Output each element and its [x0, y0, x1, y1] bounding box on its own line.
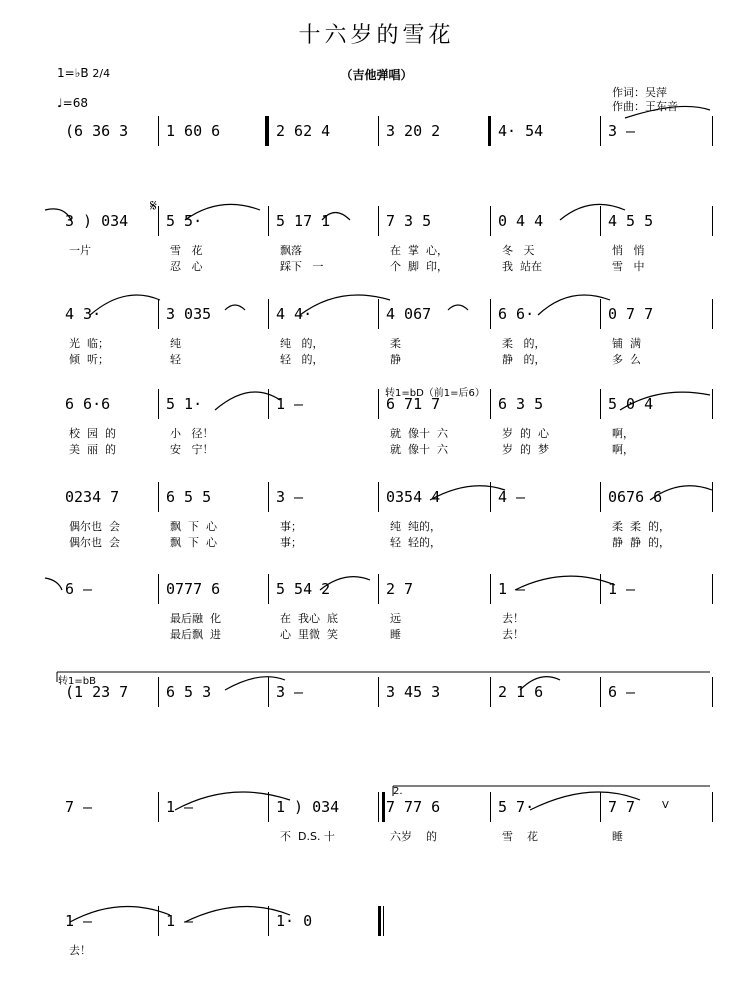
measure-notes: 1 –: [276, 395, 304, 413]
lyric-verse-2: 忍 心: [170, 260, 203, 273]
segno-icon: 𝄋: [150, 196, 157, 215]
bar-line: [712, 206, 713, 236]
lyric-verse-1: 雪 花: [170, 244, 203, 257]
double-bar-line: [378, 906, 381, 936]
lyric-verse-2: 多 么: [612, 353, 641, 366]
bar-line: [378, 792, 379, 822]
subtitle: （吉他弹唱）: [340, 68, 413, 82]
measure-notes: 5 17 1: [276, 212, 331, 230]
bar-line: [712, 299, 713, 329]
measure-notes: 4· 54: [498, 122, 544, 140]
measure-notes: 0 4 4: [498, 212, 544, 230]
bar-line: [268, 574, 269, 604]
lyric-verse-1: 柔 柔 的，: [612, 520, 670, 533]
bar-line: [268, 906, 269, 936]
measure-notes: 4 –: [498, 488, 526, 506]
measure-notes: 1 –: [498, 580, 526, 598]
bar-line: [600, 116, 601, 146]
lyric-verse-1: 六岁 的: [390, 830, 437, 843]
measure-notes: 1· 0: [276, 912, 313, 930]
measure-notes: 2 1 6: [498, 683, 544, 701]
measure-notes: 7 3 5: [386, 212, 432, 230]
lyric-verse-1: 在 我心 底: [280, 612, 338, 625]
lyric-verse-1: 铺 满: [612, 337, 641, 350]
double-bar-line: [382, 792, 385, 822]
lyric-verse-1: 在 掌 心，: [390, 244, 448, 257]
measure-notes: 6 6·: [498, 305, 535, 323]
lyric-verse-1: 光 临；: [69, 337, 109, 350]
bar-line: [490, 299, 491, 329]
measure-notes: 2 62 4: [276, 122, 331, 140]
lyric-verse-2: 我 站在: [502, 260, 542, 273]
measure-notes: 3 ) 034: [65, 212, 129, 230]
measure-notes: 6 5 3: [166, 683, 212, 701]
lyric-verse-1: 就 像十 六: [390, 427, 448, 440]
bar-line: [378, 206, 379, 236]
measure-notes: 0354 4: [386, 488, 441, 506]
measure-notes: 5 7·: [498, 798, 535, 816]
ending-2-mark: 2.: [393, 786, 403, 797]
bar-line: [712, 116, 713, 146]
bar-line: [158, 482, 159, 512]
measure-notes: 7 –: [65, 798, 93, 816]
lyric-verse-2: 事；: [280, 536, 302, 549]
measure-notes: 6 71 7: [386, 395, 441, 413]
bar-line: [600, 792, 601, 822]
bar-line: [490, 389, 491, 419]
bar-line: [383, 906, 384, 936]
key: 1=♭B: [57, 66, 89, 80]
modulation-mark: 转1=bD（前1=后6）: [385, 388, 485, 399]
lyric-verse-2: 轻: [170, 353, 181, 366]
measure-notes: 0777 6: [166, 580, 221, 598]
lyric-verse-1: 悄 悄: [612, 244, 645, 257]
lyric-verse-1: 冬 天: [502, 244, 535, 257]
bar-line: [158, 206, 159, 236]
lyric-verse-1: 啊，: [612, 427, 634, 440]
bar-line: [490, 574, 491, 604]
lyric-verse-2: 静: [390, 353, 401, 366]
measure-notes: 4 4·: [276, 305, 313, 323]
lyric-verse-1: 纯: [170, 337, 181, 350]
measure-notes: 5 54 2: [276, 580, 331, 598]
return-key-mark: 转1=bB: [58, 676, 96, 687]
lyric-verse-2: 去！: [502, 628, 524, 641]
measure-notes: 0 7 7: [608, 305, 654, 323]
measure-notes: 3 20 2: [386, 122, 441, 140]
bar-line: [268, 677, 269, 707]
measure-notes: 4 3·: [65, 305, 102, 323]
lyric-verse-2: 美 丽 的: [69, 443, 116, 456]
measure-notes: 5 5·: [166, 212, 203, 230]
lyric-verse-1: 去！: [69, 944, 91, 957]
bar-line: [268, 482, 269, 512]
lyric-verse-2: 飘 下 心: [170, 536, 217, 549]
bar-line: [378, 299, 379, 329]
lyric-verse-1: 飘落: [280, 244, 302, 257]
measure-notes: 3 035: [166, 305, 212, 323]
bar-line: [268, 389, 269, 419]
measure-notes: 3 45 3: [386, 683, 441, 701]
measure-notes: 1 60 6: [166, 122, 221, 140]
lyric-verse-1: 偶尔也 会: [69, 520, 120, 533]
lyric-verse-1: 睡: [612, 830, 623, 843]
bar-line: [378, 389, 379, 419]
measure-notes: 4 5 5: [608, 212, 654, 230]
lyric-verse-1: 最后融 化: [170, 612, 221, 625]
lyric-verse-2: 啊，: [612, 443, 634, 456]
lyric-verse-1: 柔: [390, 337, 401, 350]
measure-notes: 1 –: [166, 912, 194, 930]
measure-notes: 2 7: [386, 580, 414, 598]
lyric-verse-2: 偶尔也 会: [69, 536, 120, 549]
bar-line: [490, 792, 491, 822]
measure-notes: 0676 6: [608, 488, 663, 506]
lyric-verse-2: 最后飘 进: [170, 628, 221, 641]
lyric-verse-2: 静 静 的，: [612, 536, 670, 549]
tempo-mark: ♩=68: [57, 96, 88, 110]
lyric-verse-2: 岁 的 梦: [502, 443, 549, 456]
lyric-verse-2: 轻 的，: [280, 353, 324, 366]
lyricist-credit: 作词：吴萍: [612, 86, 667, 99]
bar-line: [600, 206, 601, 236]
bar-line: [378, 116, 379, 146]
measure-notes: 6 –: [65, 580, 93, 598]
bar-line: [268, 299, 269, 329]
lyric-verse-1: 雪 花: [502, 830, 538, 843]
bar-line: [712, 574, 713, 604]
composer-credit: 作曲：王东音: [612, 100, 678, 113]
bar-line: [490, 677, 491, 707]
measure-notes: 3 –: [608, 122, 636, 140]
lyric-verse-1: 去！: [502, 612, 524, 625]
lyric-verse-1: 事；: [280, 520, 302, 533]
measure-notes: 7 77 6: [386, 798, 441, 816]
measure-notes: 1 –: [166, 798, 194, 816]
lyric-verse-2: 雪 中: [612, 260, 645, 273]
measure-notes: (1 23 7: [65, 683, 129, 701]
lyric-verse-2: 就 像十 六: [390, 443, 448, 456]
measure-notes: 3 –: [276, 488, 304, 506]
measure-notes: 6 –: [608, 683, 636, 701]
measure-notes: 1 –: [65, 912, 93, 930]
lyric-verse-2: 个 脚 印，: [390, 260, 448, 273]
page-title: 十六岁的雪花: [298, 23, 455, 48]
measure-notes: 0234 7: [65, 488, 120, 506]
bar-line: [600, 299, 601, 329]
lyric-verse-2: 轻 轻的，: [390, 536, 441, 549]
lyric-verse-1: 纯 的，: [280, 337, 324, 350]
bar-line: [158, 792, 159, 822]
lyric-verse-2: 安 宁！: [170, 443, 214, 456]
lyric-verse-2: 心 里微 笑: [280, 628, 338, 641]
double-bar-line: [488, 116, 491, 146]
measure-notes: 1 –: [608, 580, 636, 598]
lyric-verse-1: 校 园 的: [69, 427, 116, 440]
bar-line: [600, 389, 601, 419]
measure-notes: 6 3 5: [498, 395, 544, 413]
measure-notes: 5 0 4: [608, 395, 654, 413]
bar-line: [268, 116, 269, 146]
lyric-verse-1: 远: [390, 612, 401, 625]
bar-line: [158, 116, 159, 146]
bar-line: [712, 677, 713, 707]
bar-line: [712, 482, 713, 512]
lyric-verse-1: 小 径！: [170, 427, 214, 440]
bar-line: [490, 206, 491, 236]
bar-line: [378, 677, 379, 707]
bar-line: [158, 574, 159, 604]
measure-notes: 5 1·: [166, 395, 203, 413]
bar-line: [158, 299, 159, 329]
bar-line: [268, 792, 269, 822]
lyric-verse-1: 一片: [69, 244, 91, 257]
lyric-verse-2: 睡: [390, 628, 401, 641]
double-bar-line: [265, 116, 268, 146]
bar-line: [712, 792, 713, 822]
lyric-verse-1: 岁 的 心: [502, 427, 549, 440]
bar-line: [378, 574, 379, 604]
key-signature: [57, 66, 110, 80]
lyric-verse-1: 飘 下 心: [170, 520, 217, 533]
measure-notes: 6 6·6: [65, 395, 111, 413]
breath-mark-icon: V: [662, 800, 669, 811]
measure-notes: 7 7: [608, 798, 636, 816]
bar-line: [600, 677, 601, 707]
bar-line: [158, 677, 159, 707]
measure-notes: (6 36 3: [65, 122, 129, 140]
lyric-verse-2: 静 的，: [502, 353, 546, 366]
measure-notes: 3 –: [276, 683, 304, 701]
bar-line: [712, 389, 713, 419]
bar-line: [268, 206, 269, 236]
measure-notes: 4 067: [386, 305, 432, 323]
bar-line: [600, 574, 601, 604]
lyric-verse-1: 不 D.S. 十: [280, 830, 335, 843]
lyric-verse-1: 纯 纯的，: [390, 520, 441, 533]
lyric-verse-1: 柔 的，: [502, 337, 546, 350]
measure-notes: 6 5 5: [166, 488, 212, 506]
bar-line: [600, 482, 601, 512]
lyric-verse-2: 踩下 一: [280, 260, 324, 273]
bar-line: [158, 389, 159, 419]
time-signature: 2/4: [92, 67, 111, 80]
measure-notes: 1 ) 034: [276, 798, 340, 816]
bar-line: [378, 482, 379, 512]
lyric-verse-2: 倾 听；: [69, 353, 109, 366]
bar-line: [158, 906, 159, 936]
bar-line: [490, 482, 491, 512]
